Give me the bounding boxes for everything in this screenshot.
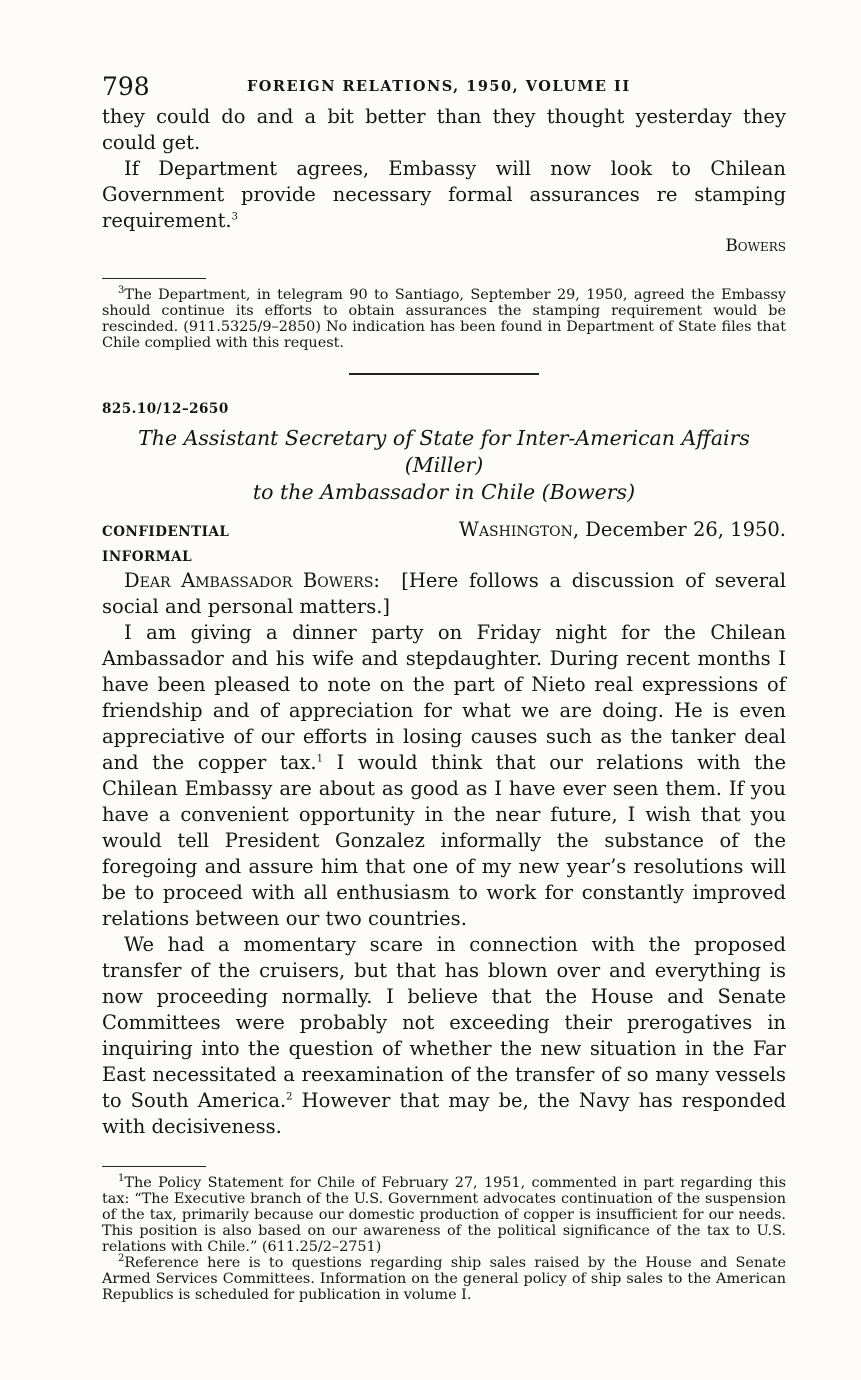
classification: CONFIDENTIAL bbox=[102, 524, 230, 540]
signature-bowers: Bowers bbox=[725, 236, 786, 256]
salutation-paragraph bbox=[102, 568, 786, 620]
footnote-marker: 3 bbox=[118, 285, 125, 297]
document-page bbox=[102, 72, 786, 1303]
footnote-1: $^1$The Policy Statement for Chile of February 27, 1951, commented in part regarding this tax: “The Executive branch of the U.S. Government advocates continuation of the suspension of the tax, primarily because our domestic production of copper is insufficient for our needs. This position is also based on our awareness of the political significance of the tax to U.S. relations with Chile.” (611.25/2–2751) bbox=[102, 1173, 786, 1255]
place: Washington bbox=[458, 518, 573, 541]
footnote-ref-2: 2 bbox=[286, 1091, 293, 1103]
document-title-line-2: to the Ambassador in Chile (Bowers) bbox=[252, 480, 636, 504]
prior-paragraph-2: If Department agrees, Embassy will now look to Chilean Government provide necessary formal assurances re stamping requirement.$^3$ bbox=[102, 157, 786, 232]
prior-paragraph-1: they could do and a bit better than they thought yesterday they could get. bbox=[102, 105, 786, 154]
classification-informal: INFORMAL bbox=[102, 549, 193, 565]
footnote-rule-2 bbox=[102, 1166, 206, 1167]
letter-paragraph-1: I am giving a dinner party on Friday night for the Chilean Ambassador and his wife and stepdaughter. During recent months I have been pleased to note on the part of Nieto real expressions of friendship and of appreciation for what we are doing. He is even appreciative of our efforts in losing causes such as the tanker deal and the copper tax.$^1$ I would think that our relations with the Chilean Embassy are about as good as I have ever seen them. If you have a convenient opportunity in the near future, I wish that you would tell President Gonzalez informally the substance of the foregoing and assure him that one of my new year’s resolutions will be to proceed with all enthusiasm to work for constantly improved relations between our two countries. bbox=[102, 621, 786, 930]
footnote-marker: 1 bbox=[118, 1173, 125, 1185]
dateline bbox=[459, 518, 786, 541]
letter-paragraph-2: We had a momentary scare in connection with the proposed transfer of the cruisers, but that has blown over and everything is now proceeding normally. I believe that the House and Senate Committees were probably not exceeding their prerogatives in inquiring into the question of whether the new situation in the Far East necessitated a reexamination of the transfer of so many vessels to South America.$^2$ However that may be, the Navy has responded with decisiveness. bbox=[102, 933, 786, 1138]
running-head: FOREIGN RELATIONS, 1950, VOLUME II bbox=[247, 78, 631, 95]
document-title-line-1: The Assistant Secretary of State for Inter-American Affairs (Miller) bbox=[138, 426, 750, 477]
footnote-rule bbox=[102, 278, 206, 279]
date: , December 26, 1950. bbox=[572, 518, 786, 541]
file-number: 825.10/12–2650 bbox=[102, 401, 229, 417]
footnote-3: $^3$The Department, in telegram 90 to Santiago, September 29, 1950, agreed the Embassy should continue its efforts to obtain assurances the stamping requirement would be rescinded. (911.5325/9–2850) No indication has been found in Department of State files that Chile complied with this request. bbox=[102, 285, 786, 351]
page-header bbox=[102, 72, 786, 104]
page-number: 798 bbox=[102, 72, 150, 101]
footnote-marker: 2 bbox=[118, 1253, 125, 1265]
editorial-note: [Here follows a discussion of several social and personal matters.] bbox=[102, 569, 786, 618]
footnote-ref-3: 3 bbox=[231, 211, 239, 223]
footnote-ref-1: 1 bbox=[316, 753, 323, 765]
salutation: Dear Ambassador Bowers: bbox=[124, 569, 381, 592]
footnote-2: $^2$Reference here is to questions regarding ship sales raised by the House and Senate Armed Services Committees. Information on the general policy of ship sales to the American Republics is scheduled for publication in volume I. bbox=[102, 1253, 786, 1303]
document-meta bbox=[102, 518, 786, 568]
document-separator bbox=[349, 373, 539, 375]
